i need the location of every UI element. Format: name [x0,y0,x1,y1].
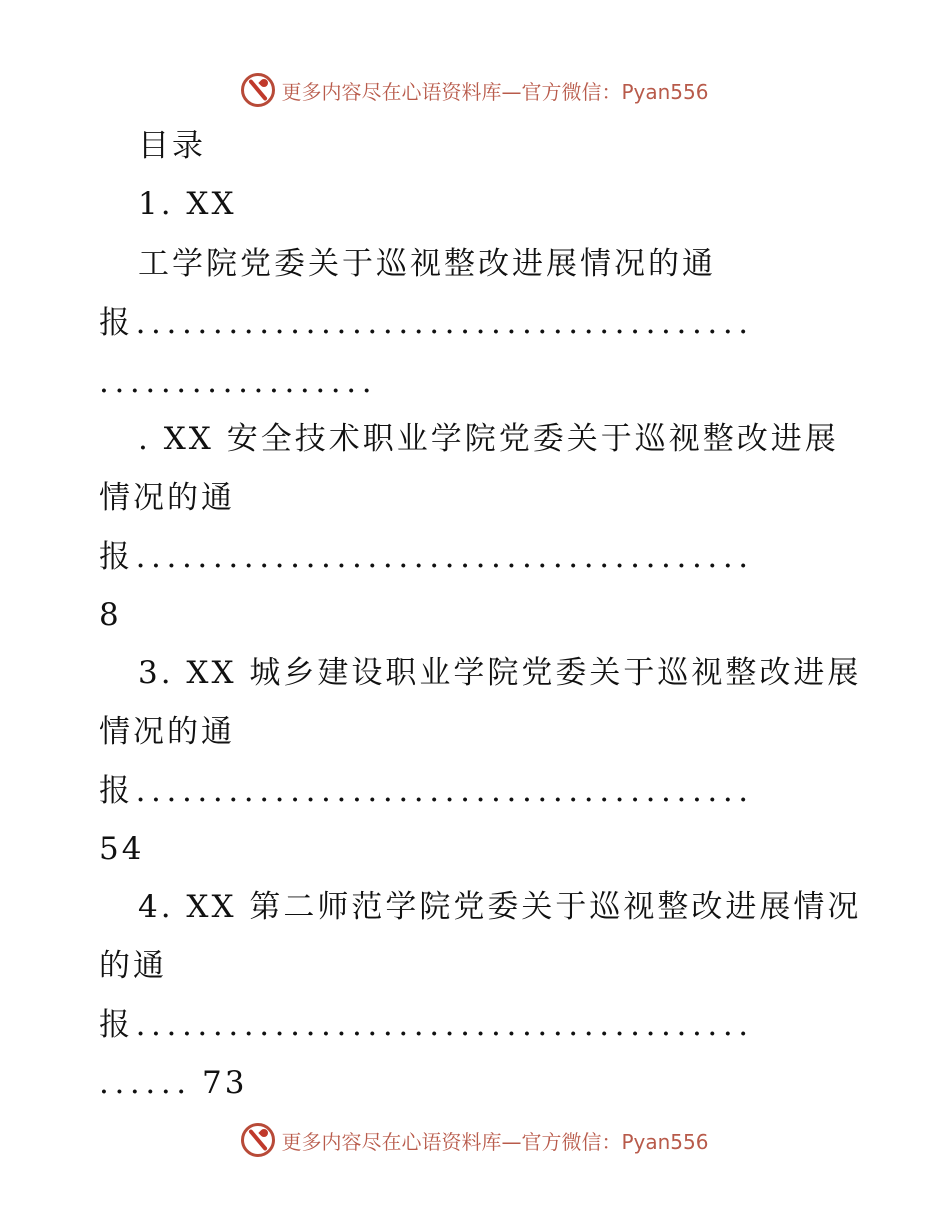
toc-entry-3-title: 3. XX 城乡建设职业学院党委关于巡视整改进展 [138,655,862,691]
toc-entry-2-title: . XX 安全技术职业学院党委关于巡视整改进展 [138,421,839,457]
toc-entry-4-title: 4. XX 第二师范学院党委关于巡视整改进展情况 [138,889,862,925]
toc-entry-4-title-cont: 的通 [99,948,167,984]
footer-watermark [0,1118,950,1162]
toc-entry-3-title-cont: 情况的通 [99,714,235,750]
toc-title: 目录 [138,128,206,164]
toc-entry-3-leader: 报........................................ [99,773,754,809]
toc-entry-2-title-cont: 情况的通 [99,480,235,516]
toc-entry-4-page: 73 [202,1065,248,1101]
footer-watermark-text: 更多内容尽在心语资料库—官方微信：Pyan556 [281,1129,709,1154]
toc-entry-1-leader: 报........................................ [99,305,754,341]
toc-entry-4-leader: 报........................................ [99,1007,754,1043]
toc-entry-1-title: 工学院党委关于巡视整改进展情况的通 [138,246,716,282]
pen-logo-icon [241,1123,275,1157]
toc-entry-4-leader-cont: ...... [99,1065,192,1101]
toc-entry-1-number: 1. XX [138,186,237,222]
toc-entry-1-leader-cont: .................. [99,364,378,400]
pen-logo-icon [241,73,275,107]
toc-entry-3-page: 54 [99,831,145,867]
header-watermark-text: 更多内容尽在心语资料库—官方微信：Pyan556 [281,79,709,104]
header-watermark [0,68,950,112]
toc-entry-2-leader: 报........................................ [99,539,754,575]
toc-entry-2-page: 8 [99,597,122,633]
